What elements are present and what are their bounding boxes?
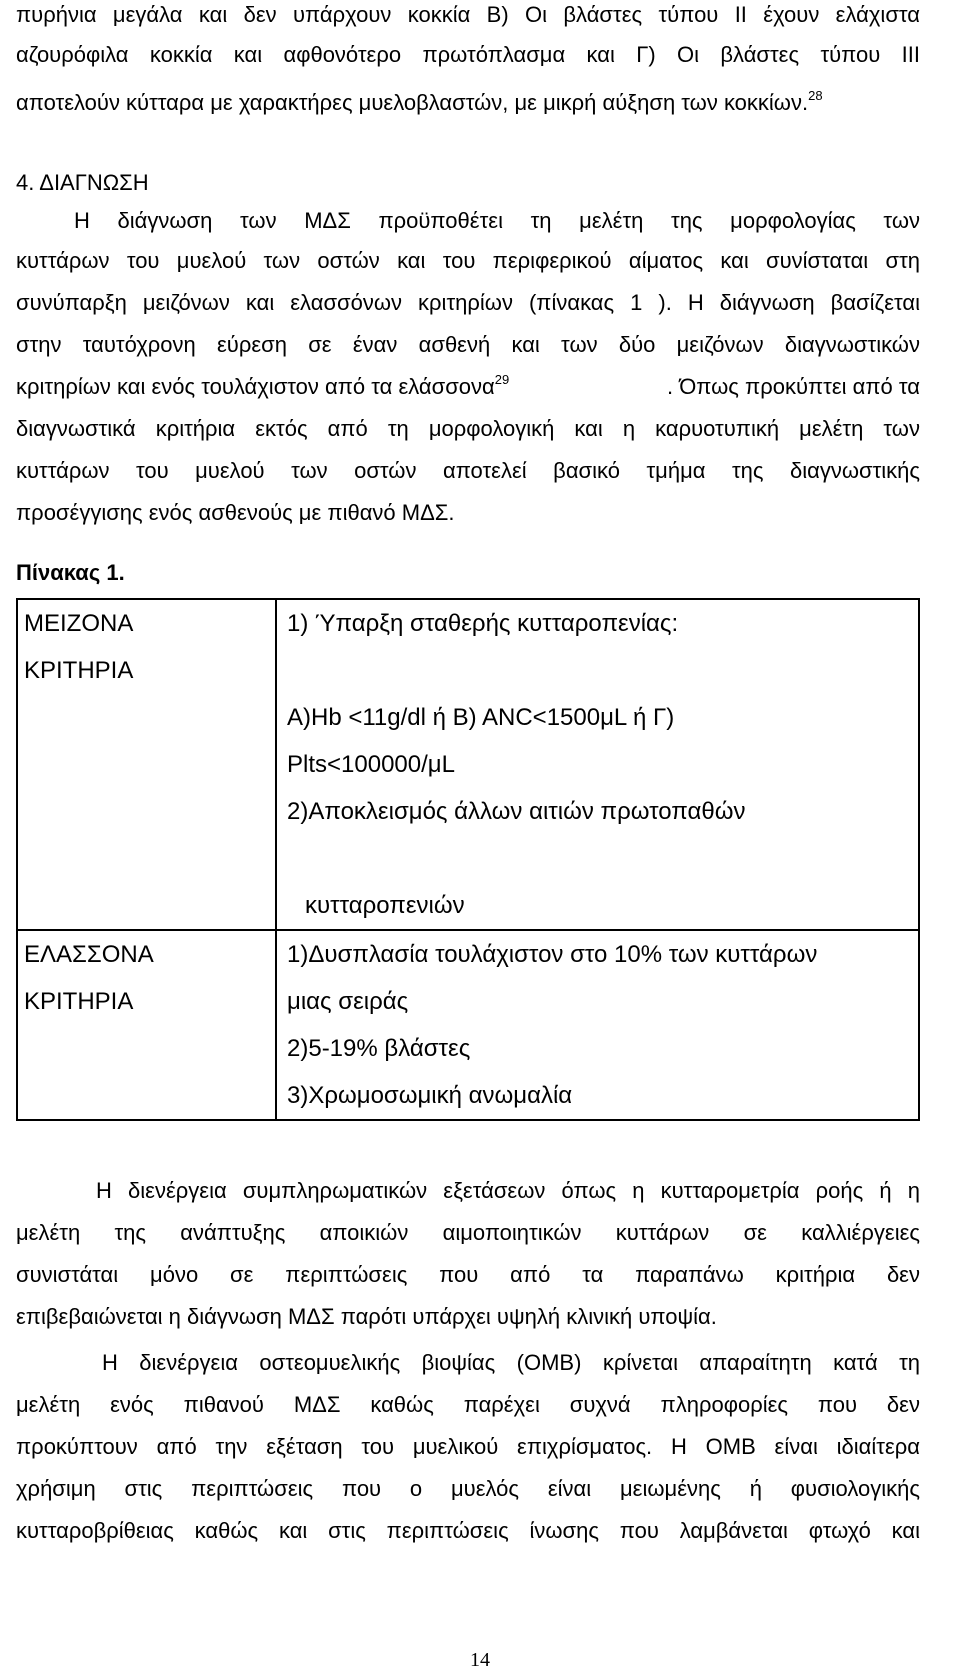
intro-line-3-text: αποτελούν κύτταρα με χαρακτήρες μυελοβλαστών, με μικρή αύξηση των κοκκίων. [16,90,809,115]
major-item-5: κυτταροπενιών [305,892,465,919]
major-item-spacer-2 [287,835,918,882]
major-label-cell [17,599,276,930]
intro-line-3 [16,90,823,116]
section-heading: 4. ΔΙΑΓΝΩΣΗ [16,170,149,195]
table-title: Πίνακας 1. [16,560,125,585]
diagnosis-line-4: στην ταυτόχρονη εύρεση σε έναν ασθενή και των δύο μειζόνων διαγνωστικών [16,332,920,357]
para2-line-2: μελέτη της ανάπτυξης αποικιών αιμοποιητικών κυττάρων σε καλλιέργειες [16,1220,920,1245]
minor-label-line-1: ΕΛΑΣΣΟΝΑ [24,941,154,968]
page-number: 14 [470,1649,490,1671]
diagnosis-line-8: προσέγγισης ενός ασθενούς με πιθανό ΜΔΣ. [16,500,455,525]
major-item-4: 2)Αποκλεισμός άλλων αιτιών πρωτοπαθών [287,798,746,825]
para3-line-4: χρήσιμη στις περιπτώσεις που ο μυελός είναι μειωμένης ή φυσιολογικής [16,1476,920,1501]
diagnosis-line-6: διαγνωστικά κριτήρια εκτός από τη μορφολογική και η καρυοτυπική μελέτη των [16,416,920,441]
major-criteria-cell [276,599,919,930]
major-item-1: 1) Ύπαρξη σταθερής κυτταροπενίας: [287,610,679,637]
criteria-table [16,598,920,1121]
diagnosis-line-5-tail: . Όπως προκύπτει από τα [667,374,920,399]
diagnosis-line-5 [16,374,920,400]
para3-line-2: μελέτη ενός πιθανού ΜΔΣ καθώς παρέχει συχνά πληροφορίες που δεν [16,1392,920,1417]
diagnosis-line-5-text: κριτηρίων και ενός τουλάχιστον από τα ελάσσονα [16,374,495,399]
diagnosis-reference: 29 [494,372,510,387]
minor-criteria-cell [276,930,919,1120]
para2-line-1: Η διενέργεια συμπληρωματικών εξετάσεων όπως η κυτταρομετρία ροής ή η [96,1178,920,1203]
minor-item-3: 2)5-19% βλάστες [287,1035,471,1062]
diagnosis-line-7: κυττάρων του μυελού των οστών αποτελεί βασικό τμήμα της διαγνωστικής [16,458,920,483]
minor-item-1: 1)Δυσπλασία τουλάχιστον στο 10% των κυττάρων [287,941,818,968]
intro-line-1: πυρήνια μεγάλα και δεν υπάρχουν κοκκία Β) Οι βλάστες τύπου ΙΙ έχουν ελάχιστα [16,2,920,27]
minor-item-4: 3)Χρωμοσωμική ανωμαλία [287,1082,573,1109]
diagnosis-line-2: κυττάρων του μυελού των οστών και του περιφερικού αίματος και συνίσταται στη [16,248,920,273]
minor-label-line-2: ΚΡΙΤΗΡΙΑ [24,988,134,1015]
minor-item-2: μιας σειράς [287,988,409,1015]
major-label-line-2: ΚΡΙΤΗΡΙΑ [24,657,134,684]
para2-line-4: επιβεβαιώνεται η διάγνωση ΜΔΣ παρότι υπάρχει υψηλή κλινική υποψία. [16,1304,717,1329]
para2-line-3: συνιστάται μόνο σε περιπτώσεις που από τα παραπάνω κριτήρια δεν [16,1262,920,1287]
intro-line-2: αζουρόφιλα κοκκία και αφθονότερο πρωτόπλασμα και Γ) Οι βλάστες τύπου ΙΙΙ [16,42,920,67]
table-row-minor [17,930,919,1120]
major-item-3: Plts<100000/μL [287,751,455,778]
minor-label-cell [17,930,276,1120]
major-label-line-1: ΜΕΙΖΟΝΑ [24,610,134,637]
para3-line-1: Η διενέργεια οστεομυελικής βιοψίας (ΟΜΒ) κρίνεται απαραίτητη κατά τη [102,1350,920,1375]
major-item-2: Α)Hb <11g/dl ή B) ANC<1500μL ή Γ) [287,704,675,731]
diagnosis-line-5-head [16,374,509,400]
para3-line-3: προκύπτουν από την εξέταση του μυελικού επιχρίσματος. Η ΟΜΒ είναι ιδιαίτερα [16,1434,920,1459]
para3-line-5: κυτταροβρίθειας καθώς και στις περιπτώσεις ίνωσης που λαμβάνεται φτωχό και [16,1518,920,1543]
intro-reference: 28 [808,88,823,103]
diagnosis-line-3: συνύπαρξη μειζόνων και ελασσόνων κριτηρίων (πίνακας 1 ). Η διάγνωση βασίζεται [16,290,920,315]
diagnosis-line-1: Η διάγνωση των ΜΔΣ προϋποθέτει τη μελέτη της μορφολογίας των [74,208,920,233]
table-row-major [17,599,919,930]
major-item-spacer-1 [287,647,918,694]
